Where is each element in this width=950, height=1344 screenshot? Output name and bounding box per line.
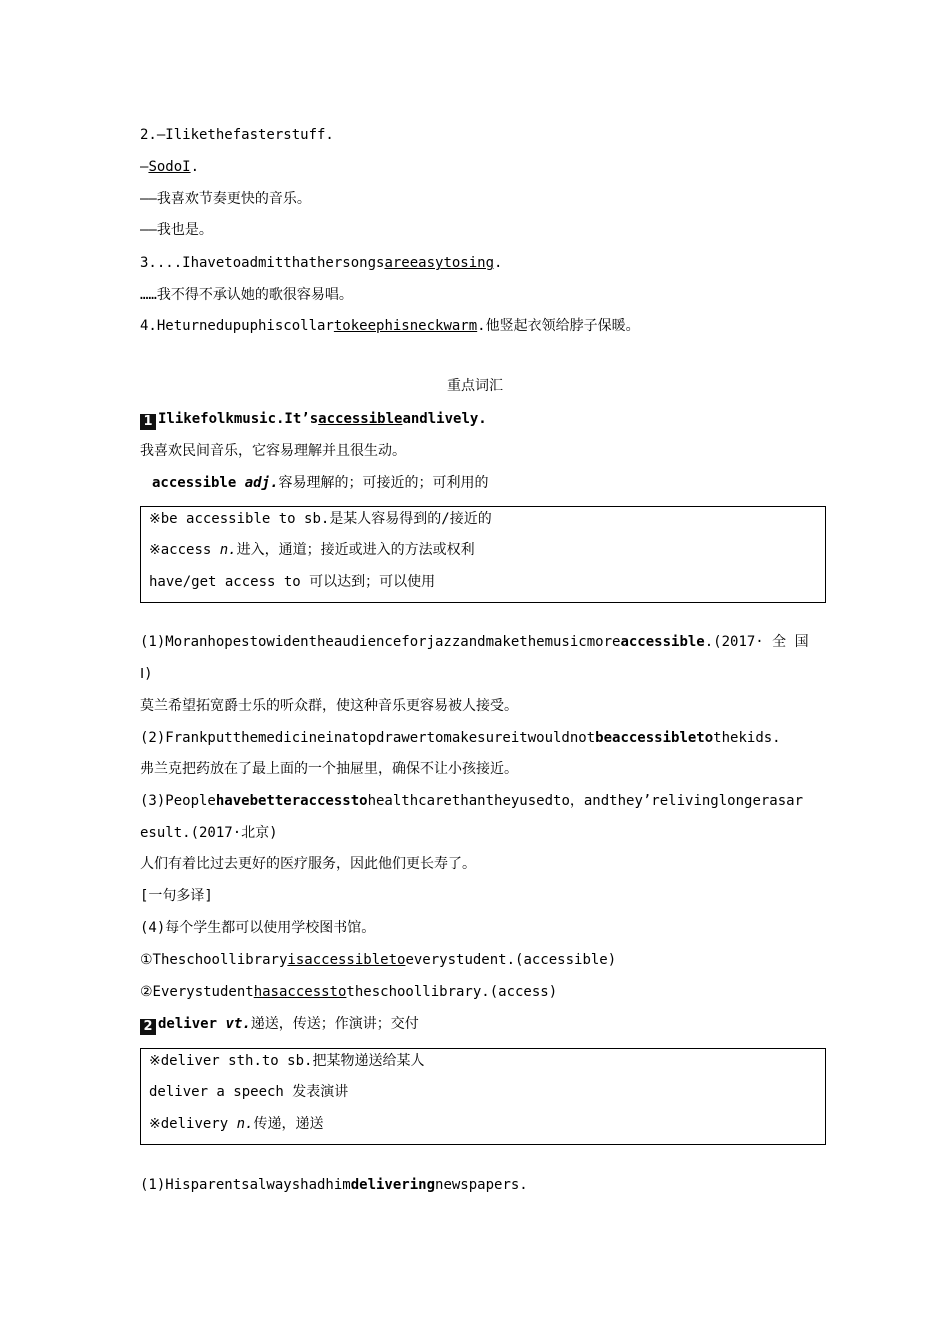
answer-blank: SodoI: [148, 159, 191, 175]
item2-example-1: (1)Hisparentsalwayshadhimdeliveringnewspapers.: [140, 1177, 528, 1193]
item1-definition: accessible adj.容易理解的；可接近的；可利用的: [152, 475, 489, 491]
number-badge-2: 2: [140, 1019, 156, 1035]
example-3-cont: esult.(2017·北京): [140, 825, 278, 841]
note-row: ※delivery n.传递，递送: [149, 1116, 324, 1132]
answer-blank: hasaccessto: [253, 984, 347, 1000]
answer-blank: isaccessibleto: [287, 952, 406, 968]
item1-note-box: [140, 506, 826, 603]
item2-note-box: [140, 1048, 826, 1145]
item1-sentence: 1 Ilikefolkmusic.It’saccessibleandlively.: [140, 409, 487, 429]
example-4-answer-1: ①Theschoollibraryisaccessibletoeverystudent.(accessible): [140, 952, 617, 968]
example-1-translation: 莫兰希望拓宽爵士乐的听众群，使这种音乐更容易被人接受。: [140, 698, 518, 714]
item2-definition: 2 deliver vt.递送，传送；作演讲；交付: [140, 1014, 419, 1034]
example-1-cont: Ⅰ): [140, 666, 153, 682]
dialogue-translation-1: ——我喜欢节奏更快的音乐。: [140, 191, 311, 207]
example-2: (2)Frankputthemedicineinatopdrawertomakesureitwouldnotbeaccessibletothekids.: [140, 730, 781, 746]
note-row: ※be accessible to sb.是某人容易得到的/接近的: [149, 511, 492, 527]
sentence-4: 4.Heturnedupuphiscollartokeephisneckwarm.他竖起衣领给脖子保暖。: [140, 318, 640, 334]
example-3: (3)Peoplehavebetteraccesstohealthcarethantheyusedto，andthey’relivinglongerasar: [140, 793, 804, 809]
example-2-translation: 弗兰克把药放在了最上面的一个抽屉里，确保不让小孩接近。: [140, 761, 518, 777]
item1-translation: 我喜欢民间音乐，它容易理解并且很生动。: [140, 443, 406, 459]
dialogue-translation-2: ——我也是。: [140, 222, 213, 238]
sentence-3: 3....Ihavetoadmitthathersongsareeasytosing.: [140, 255, 503, 271]
example-3-translation: 人们有着比过去更好的医疗服务，因此他们更长寿了。: [140, 856, 476, 872]
multi-translation-label: [一句多译]: [140, 888, 213, 904]
sentence-3-translation: ……我不得不承认她的歌很容易唱。: [140, 287, 353, 303]
answer-blank: tokeephisneckwarm: [333, 318, 478, 334]
note-row: ※deliver sth.to sb.把某物递送给某人: [149, 1053, 425, 1069]
example-1: (1)Moranhopestowidentheaudienceforjazzandmakethemusicmoreaccessible.(2017· 全 国: [140, 634, 809, 650]
note-row: deliver a speech 发表演讲: [149, 1084, 349, 1100]
dialogue-line-1: 2.—Ilikethefasterstuff.: [140, 127, 334, 143]
dialogue-line-2: —SodoI.: [140, 159, 200, 175]
section-heading: 重点词汇: [447, 378, 503, 394]
example-4: (4)每个学生都可以使用学校图书馆。: [140, 920, 376, 936]
answer-blank: areeasytosing: [384, 255, 495, 271]
number-badge-1: 1: [140, 414, 156, 430]
note-row: have/get access to 可以达到；可以使用: [149, 574, 436, 590]
example-4-answer-2: ②Everystudenthasaccesstotheschoollibrary.(access): [140, 984, 558, 1000]
note-row: ※access n.进入，通道；接近或进入的方法或权利: [149, 542, 475, 558]
